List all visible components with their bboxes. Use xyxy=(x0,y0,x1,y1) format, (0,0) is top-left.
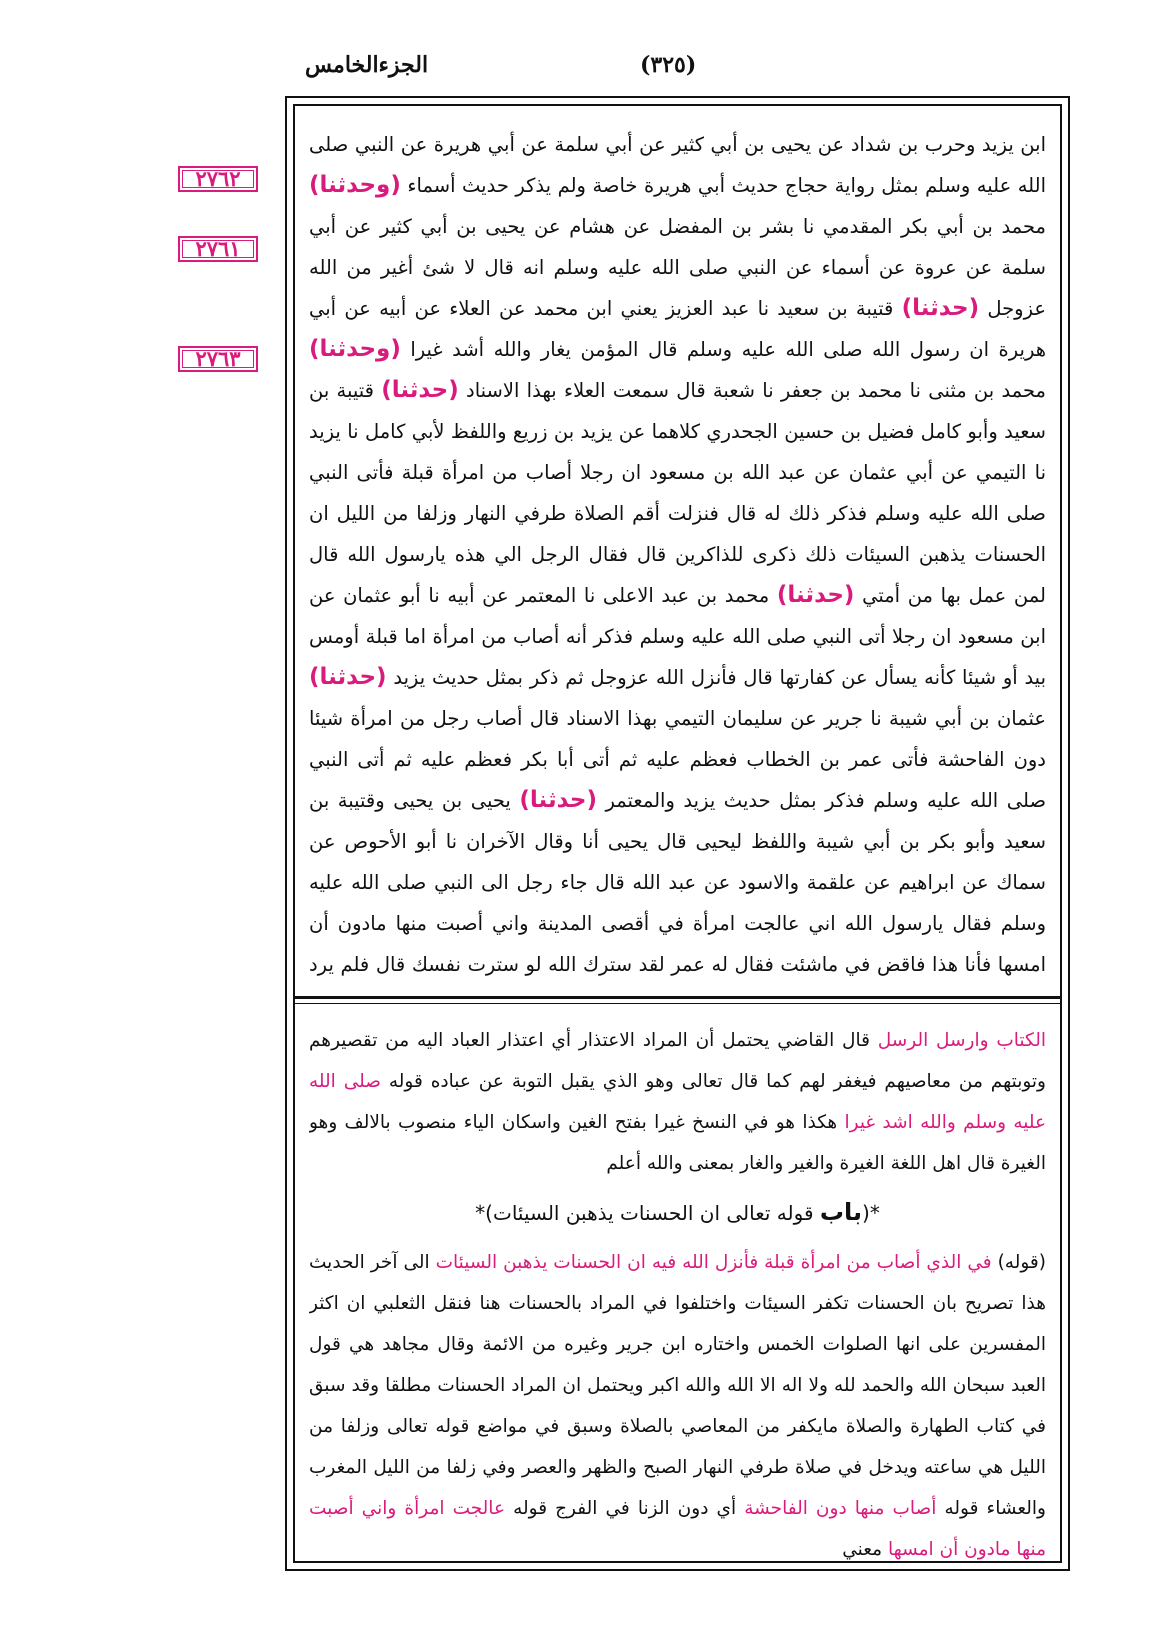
haddathana-marker: (حدثنا) xyxy=(381,377,459,403)
chapter-bracket: *( xyxy=(862,1201,880,1225)
narration-text: محمد بن مثنى نا محمد بن جعفر نا شعبة قال سمعت العلاء بهذا الاسناد xyxy=(458,379,1046,402)
commentary-segment: (قوله) xyxy=(991,1252,1046,1273)
hadith-text xyxy=(309,124,1046,989)
narration-text: قتيبة بن سعيد نا عبد العزيز يعني ابن محمد عن العلاء عن أبيه عن أبي هريرة ان رسول الله صلى الله عليه وسلم قال المؤمن يغار والله أشد غيرا xyxy=(309,297,1046,361)
quoted-phrase: أصاب منها دون الفاحشة xyxy=(744,1498,937,1519)
volume-title: الجزءالخامس xyxy=(305,52,429,78)
narration-text: محمد بن أبي بكر المقدمي نا بشر بن المفضل عن هشام عن يحيى بن أبي كثير عن أبي سلمة عن عروة عن أسماء عن النبي صلى الله عليه وسلم انه قال لا شئ أغير من الله عزوجل xyxy=(309,215,1046,320)
commentary-paragraph xyxy=(309,1242,1046,1560)
hadith-number-badge: ٢٧٦٢ xyxy=(178,166,258,192)
narration-text: ابن يزيد وحرب بن شداد عن يحيى بن أبي كثير عن أبي سلمة عن أبي هريرة عن النبي صلى الله عليه وسلم بمثل رواية حجاج حديث أبي هريرة خاصة ولم يذكر حديث أسماء xyxy=(309,133,1046,197)
chapter-bracket: )* xyxy=(475,1201,493,1225)
chapter-heading xyxy=(309,1192,1046,1234)
haddathana-marker: (وحدثنا) xyxy=(309,172,401,198)
quoted-phrase: صلى الله عليه وسلم والله اشد غيرا xyxy=(309,1071,1046,1133)
divider xyxy=(295,996,1060,999)
hadith-number-badge: ٢٧٦٣ xyxy=(178,346,258,372)
commentary-text xyxy=(309,1020,1046,1560)
page-frame xyxy=(285,96,1070,1571)
quoted-phrase: عالجت امرأة واني أصبت منها مادون أن امسها xyxy=(309,1498,1046,1560)
haddathana-marker: (حدثنا) xyxy=(901,295,980,321)
commentary-segment: قال القاضي يحتمل أن المراد الاعتذار أي اعتذار العباد اليه من تقصيرهم وتوبتهم من معاصيهم فيغفر لهم كما قال تعالى وهو الذي يقبل التوبة عن عباده قوله xyxy=(309,1030,1046,1092)
haddathana-marker: (حدثنا) xyxy=(776,582,855,608)
quoted-phrase: الكتاب وارسل الرسل xyxy=(877,1030,1046,1051)
quoted-phrase: في الذي أصاب من امرأة قبلة فأنزل الله فيه ان الحسنات يذهبن السيئات xyxy=(435,1252,992,1273)
commentary-paragraph xyxy=(309,1020,1046,1184)
narration-text: يحيى بن يحيى وقتيبة بن سعيد وأبو بكر بن أبي شيبة واللفظ ليحيى قال يحيى أنا وقال الآخران نا أبو الأحوص عن سماك عن ابراهيم عن علقمة والاسود عن عبد الله قال جاء رجل الى النبي صلى الله عليه وسلم فقال يارسول الله اني عالجت امرأة في أقصى المدينة واني أصبت منها مادون أن امسها فأنا هذا فاقض في ماشئت فقال له عمر لقد سترك الله لو سترت نفسك قال فلم يرد xyxy=(309,789,1046,976)
commentary-segment: هكذا هو في النسخ غيرا بفتح الغين واسكان الياء منصوب بالالف وهو الغيرة قال اهل اللغة الغيرة والغير والغار بمعنى والله أعلم xyxy=(309,1112,1046,1174)
chapter-word: باب xyxy=(819,1198,863,1226)
narration-text: قتيبة بن سعيد وأبو كامل فضيل بن حسين الجحدري كلاهما عن يزيد بن زريع واللفظ لأبي كامل نا يزيد نا التيمي عن أبي عثمان عن عبد الله بن مسعود ان رجلا أصاب من امرأة قبلة فأتى النبي صلى الله عليه وسلم فذكر ذلك له قال فنزلت أقم الصلاة طرفي النهار وزلفا من الليل ان الحسنات يذهبن السيئات ذلك ذكرى للذاكرين قال فقال الرجل الي هذه يارسول الله قال لمن عمل بها من أمتي xyxy=(309,379,1046,607)
haddathana-marker: (وحدثنا) xyxy=(309,336,401,362)
narration-text: عثمان بن أبي شيبة نا جرير عن سليمان التيمي بهذا الاسناد قال أصاب رجل من امرأة شيئا دون الفاحشة فأتى عمر بن الخطاب فعظم عليه ثم أتى أبا بكر فعظم عليه ثم أتى النبي صلى الله عليه وسلم فذكر بمثل حديث يزيد والمعتمر xyxy=(309,707,1046,812)
commentary-segment: الى آخر الحديث هذا تصريح بان الحسنات تكفر السيئات واختلفوا في المراد بالحسنات هنا فنقل الثعلبي ان اكثر المفسرين على انها الصلوات الخمس واختاره ابن جرير وغيره من الائمة وقال مجاهد هي قول العبد سبحان الله والحمد لله ولا اله الا الله والله اكبر ويحتمل ان المراد الحسنات مطلقا وقد سبق في كتاب الطهارة والصلاة مايكفر من المعاصي بالصلاة وسبق في مواضع قوله تعالى وزلفا من الليل هي ساعته ويدخل في صلاة طرفي النهار الصبح والظهر والعصر وفي زلفا من الليل المغرب والعشاء قوله xyxy=(309,1252,1046,1519)
hadith-number-badge: ٢٧٦١ xyxy=(178,236,258,262)
commentary-segment: معني xyxy=(842,1539,888,1560)
haddathana-marker: (حدثنا) xyxy=(519,787,597,813)
page-number: (٣٢٥) xyxy=(640,52,697,78)
chapter-title: قوله تعالى ان الحسنات يذهبن السيئات xyxy=(492,1201,820,1225)
haddathana-marker: (حدثنا) xyxy=(309,664,387,690)
inner-frame xyxy=(293,104,1062,1563)
narration-text: محمد بن عبد الاعلى نا المعتمر عن أبيه نا أبو عثمان عن ابن مسعود ان رجلا أتى النبي صلى الله عليه وسلم فذكر أنه أصاب من امرأة اما قبلة أومس بيد أو شيئا كأنه يسأل عن كفارتها قال فأنزل الله عزوجل ثم ذكر بمثل حديث يزيد xyxy=(309,584,1046,689)
commentary-segment: أي دون الزنا في الفرج قوله xyxy=(505,1498,745,1519)
divider xyxy=(295,1003,1060,1004)
